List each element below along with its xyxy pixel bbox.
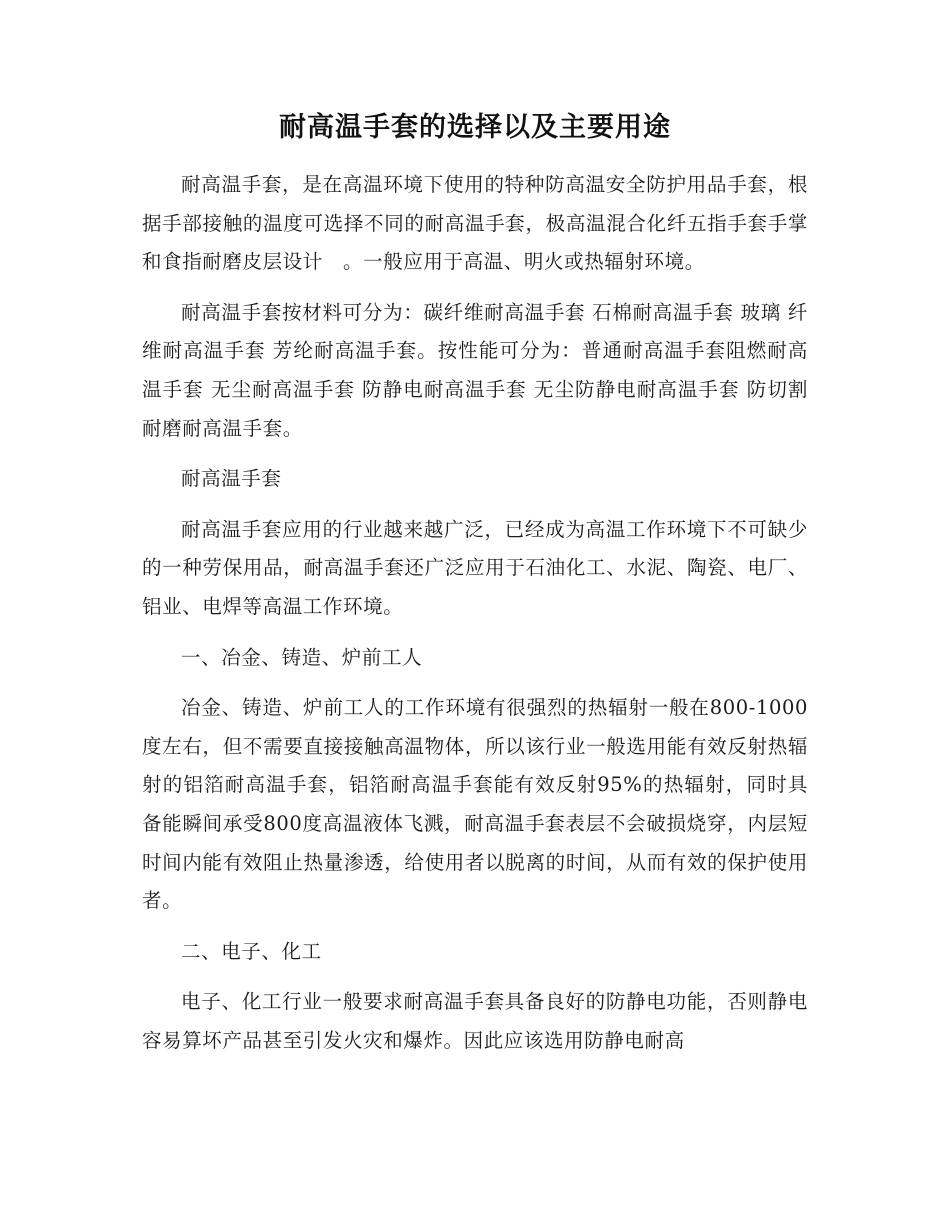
paragraph-applications: 耐高温手套应用的行业越来越广泛，已经成为高温工作环境下不可缺少的一种劳保用品，耐高温手套还广泛应用于石油化工、水泥、陶瓷、电厂、铝业、电焊等高温工作环境。	[142, 517, 808, 618]
section-heading-metallurgy: 一、冶金、铸造、炉前工人	[181, 645, 423, 669]
section-heading-electronics: 二、电子、化工	[181, 939, 322, 963]
paragraph-metallurgy: 冶金、铸造、炉前工人的工作环境有很强烈的热辐射一般在800-1000度左右，但不需要直接接触高温物体，所以该行业一般选用能有效反射热辐射的铝箔耐高温手套，铝箔耐高温手套能有效反射95%的热辐射，同时具备能瞬间承受800度高温液体飞溅，耐高温手套表层不会破损烧穿，内层短时间内能有效阻止热量渗透，给使用者以脱离的时间，从而有效的保护使用者。	[142, 696, 808, 913]
paragraph-heading-gloves: 耐高温手套	[181, 467, 282, 491]
paragraph-intro: 耐高温手套，是在高温环境下使用的特种防高温安全防护用品手套，根据手部接触的温度可选择不同的耐高温手套，极高温混合化纤五指手套手掌和食指耐磨皮层设计 。一般应用于高温、明火或热辐射环境。	[142, 173, 808, 274]
paragraph-classification: 耐高温手套按材料可分为：碳纤维耐高温手套 石棉耐高温手套 玻璃 纤维耐高温手套 芳纶耐高温手套。按性能可分为：普通耐高温手套阻燃耐高温手套 无尘耐高温手套 防静电耐高温手套 无尘防静电耐高温手套 防切割耐磨耐高温手套。	[142, 300, 808, 440]
document-title: 耐高温手套的选择以及主要用途	[279, 112, 671, 143]
paragraph-electronics: 电子、化工行业一般要求耐高温手套具备良好的防静电功能，否则静电容易算坏产品甚至引发火灾和爆炸。因此应该选用防静电耐高	[142, 990, 808, 1052]
document-body	[142, 166, 808, 1072]
